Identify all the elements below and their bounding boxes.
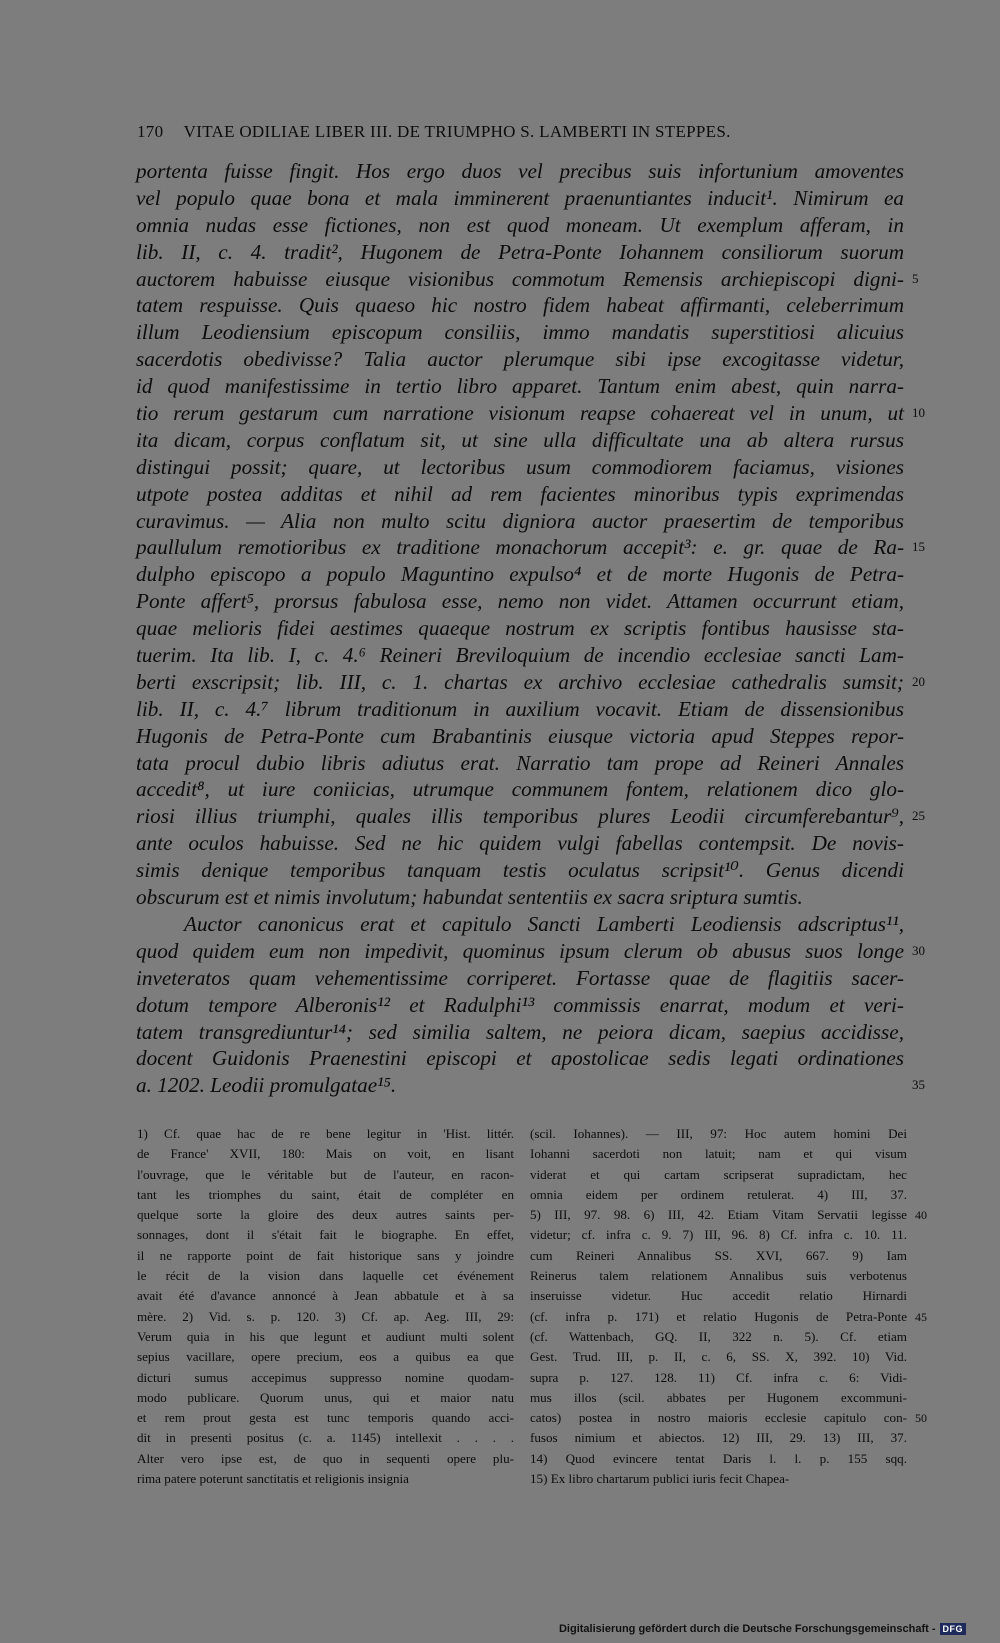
text-line [136,534,925,561]
text-line-content: lib. II, c. 4. tradit², Hugonem de Petra-Ponte Iohannem consiliorum suorum [136,239,904,264]
footnote-line: Alter vero ipse est, de quo in sequenti opere plu- [137,1450,514,1466]
footnote-line [530,1266,907,1286]
text-line [136,239,904,266]
footnote-line [530,1205,927,1225]
text-line-content: tio rerum gestarum cum narratione visionum reapse cohaereat vel in unum, ut [136,401,904,426]
text-line [136,723,904,750]
footnote-line-content: cum Reineri Annalibus SS. XVI, 667. 9) Iam [530,1247,907,1263]
footnote-line [530,1449,907,1469]
text-line-content: curavimus. — Alia non multo scitu digniora auctor praesertim de temporibus [136,508,904,533]
footnote-line [530,1225,907,1245]
text-line-content: simis denique temporibus tanquam testis oculatus scripsit¹⁰. Genus dicendi [136,858,904,883]
text-line-content: vel populo quae bona et mala imminerent praenuntiantes inducit¹. Nimirum ea [136,185,904,210]
footnote-line: 1) Cf. quae hac de re bene legitur in 'Hist. littér. [137,1126,514,1141]
footnote-line [530,1307,927,1327]
text-line [136,319,904,346]
footnote-line-content: supra p. 127. 128. 11) Cf. infra c. 6: Vidi- [530,1369,907,1385]
text-line [136,508,904,535]
text-line [136,212,904,239]
footnote-line: de France' XVII, 180: Mais on voit, en lisant [137,1146,514,1162]
footer-credit [559,1623,966,1635]
text-line-content: dotum tempore Alberonis¹² et Radulphi¹³ commissis enarrat, modum et veri- [136,992,904,1017]
text-line [136,1072,925,1099]
footnote-line: dit in presenti positus (c. a. 1145) intellexit . . . . [137,1430,514,1446]
line-number: 10 [912,405,925,421]
text-line [136,965,904,992]
footnote-line: le récit de la vision dans laquelle cet événement [137,1268,514,1284]
text-line-content: auctorem habuisse eiusque visionibus commotum Remensis archiepiscopi digni- [136,266,904,291]
page-number: 170 [137,122,164,141]
footnote-line [530,1428,907,1448]
footnote-line [530,1144,907,1164]
text-line [136,884,904,911]
text-line-content: inveteratos quam vehementissime corriperet. Fortasse quae de flagitiis sacer- [136,965,904,990]
footnote-line: il ne rapporte point de fait historique sans y joindre [137,1247,514,1263]
footnote-line [530,1286,907,1306]
text-line [136,857,904,884]
line-number: 45 [915,1309,927,1324]
text-line-content: accedit⁸, ut iure coniicias, utrumque communem fontem, relationem dico glo- [136,777,904,802]
text-line-content: quae melioris fidei aestimes quaeque nostrum ex scriptis fontibus hausisse sta- [136,616,904,641]
footnote-line-content: 14) Quod evincere tentat Daris l. l. p. 155 sqq. [530,1450,907,1466]
footnote-line: rima patere poterunt sanctitatis et religionis insignia [137,1471,409,1487]
text-line-content: ita dicam, corpus conflatum sit, ut sine ulla difficultate una ab altera rursus [136,427,904,452]
line-number: 35 [912,1077,925,1093]
footnote-line [530,1368,907,1388]
text-line-content: a. 1202. Leodii promulgatae¹⁵. [136,1073,397,1098]
text-line [136,561,904,588]
footnote-line-content: Gest. Trud. III, p. II, c. 6, SS. X, 392. 10) Vid. [530,1349,907,1365]
line-number: 50 [915,1411,927,1426]
footer-credit-text: Digitalisierung gefördert durch die Deutsche Forschungsgemeinschaft - [558,1623,936,1635]
text-line-content: illum Leodiensium episcopum consiliis, immo mandatis superstitiosi alicuius [136,320,904,345]
text-line-content: docent Guidonis Praenestini episcopi et apostolicae sedis legati ordinationes [136,1046,904,1071]
text-line-content: Ponte affert⁵, prorsus fabulosa esse, nemo non videt. Attamen occurrunt etiam, [136,589,904,614]
footnote-line [530,1246,907,1266]
footnote-line-content: fusos nimium et abiectos. 12) III, 29. 13) III, 37. [530,1430,907,1446]
text-line [136,830,904,857]
text-line [136,400,925,427]
text-line-content: ante oculos habuisse. Sed ne hic quidem vulgi fabellas contempsit. De novis- [136,831,904,856]
dfg-logo: DFG [940,1623,967,1635]
text-line [136,992,904,1019]
footnote-line: modo publicare. Quorum unus, qui et maior natu [137,1389,514,1405]
footnote-line [530,1124,907,1144]
footnote-line: quelque sorte la gloire des deux autres saints per- [137,1207,514,1223]
footnote-line: sepius vacillare, opere precium, eos a quibus ea que [137,1349,514,1365]
text-line [136,481,904,508]
footnote-line-content: Reinerus talem relationem Annalibus suis verbotenus [530,1268,907,1284]
footnote-line-content: (scil. Iohannes). — III, 97: Hoc autem homini Dei [530,1126,907,1141]
footnotes-left-column [137,1124,514,1489]
text-line-content: Auctor canonicus erat et capitulo Sancti Lamberti Leodiensis adscriptus¹¹, [184,911,904,936]
text-line [136,938,925,965]
footnote-line [530,1469,907,1489]
footnote-line-content: inseruisse videtur. Huc accedit relatio Hirnardi [530,1288,907,1304]
text-line-content: tuerim. Ita lib. I, c. 4.⁶ Reineri Breviloquium de incendio ecclesiae sancti Lam- [136,643,904,668]
text-line [136,266,919,293]
footnote-line-content: viderat et qui cartam scripserat supradictam, hec [530,1166,907,1182]
text-line-content: tatem respuisse. Quis quaeso hic nostro fidem habeat affirmanti, celeberrimum [136,293,904,318]
text-line [136,750,904,777]
footnotes-right-column [530,1124,927,1489]
text-line [136,588,904,615]
footnote-line [530,1347,907,1367]
text-line [136,346,904,373]
text-line-content: Hugonis de Petra-Ponte cum Brabantinis eiusque victoria apud Steppes repor- [136,723,904,748]
line-number: 25 [912,808,925,824]
text-line-content: dulpho episcopo a populo Maguntino expulso⁴ et de morte Hugonis de Petra- [136,562,904,587]
footnote-line: dicturi sumus accepimus suppresso nomine quodam- [137,1369,514,1385]
text-line-content: lib. II, c. 4.⁷ librum traditionum in auxilium vocavit. Etiam de dissensionibus [136,696,904,721]
footnote-line [530,1408,927,1428]
text-line-content: quod quidem eum non impedivit, quominus ipsum clerum ob abusus suos longe [136,938,904,963]
footnote-line-content: Iohanni sacerdoti non latuit; nam et qui visum [530,1146,907,1162]
footnote-line-content: (cf. infra p. 171) et relatio Hugonis de Petra-Ponte [530,1308,907,1324]
footnote-line [530,1165,907,1185]
footnote-line-content: omnia eidem per ordinem retulerat. 4) III, 37. [530,1186,907,1202]
text-line [136,776,904,803]
footnote-line [530,1388,907,1408]
text-line [136,642,904,669]
footnote-line: tant les triomphes du saint, était de compléter en [137,1186,514,1202]
footnote-line: Verum quia in his que legunt et audiunt multi solent [137,1328,514,1344]
footnote-line [530,1185,907,1205]
text-line [136,158,904,185]
text-line [136,911,904,938]
text-line-content: utpote postea additas et nihil ad rem facientes minoribus typis exprimendas [136,481,904,506]
footnote-line: mère. 2) Vid. s. p. 120. 3) Cf. ap. Aeg. III, 29: [137,1308,514,1324]
footnote-line: et rem prout gesta est tunc temporis quando acci- [137,1410,514,1426]
text-line [136,427,904,454]
running-title: VITAE ODILIAE LIBER III. DE TRIUMPHO S. LAMBERTI IN STEPPES. [183,122,731,141]
line-number: 5 [912,270,919,286]
text-line-content: portenta fuisse fingit. Hos ergo duos vel precibus suis infortunium amoventes [136,159,904,183]
text-line-content: omnia nudas esse fictiones, non est quod moneam. Ut exemplum afferam, in [136,212,904,237]
text-line [136,1045,904,1072]
text-line-content: paullulum remotioribus ex traditione monachorum accepit³: e. gr. quae de Ra- [136,535,904,560]
main-text [136,158,925,1099]
text-line [136,185,904,212]
text-line-content: tatem transgrediuntur¹⁴; sed similia saltem, ne peiora dicam, saepius accidisse, [136,1019,904,1044]
text-line [136,696,904,723]
text-line-content: tata procul dubio libris adiutus erat. Narratio tam prope ad Reineri Annales [136,750,904,775]
footnote-line-content: 15) Ex libro chartarum publici iuris fecit Chapea- [530,1471,790,1487]
line-number: 40 [915,1208,927,1223]
line-number: 20 [912,673,925,689]
footnote-line-content: mus illos (scil. abbates per Hugonem excommuni- [530,1389,907,1405]
text-line [136,669,925,696]
text-line-content: berti exscripsit; lib. III, c. 1. chartas ex archivo ecclesiae cathedralis sumsit; [136,669,904,694]
footnote-line-content: videtur; cf. infra c. 9. 7) III, 96. 8) Cf. infra c. 10. 11. [530,1227,907,1243]
text-line-content: obscurum est et nimis involutum; habundat sententiis ex sacra sriptura sumtis. [136,885,803,910]
text-line [136,454,904,481]
text-line-content: distingui possit; quare, ut lectoribus usum commodiorem faciamus, visiones [136,454,904,479]
footnote-line-content: (cf. Wattenbach, GQ. II, 322 n. 5). Cf. etiam [530,1328,907,1344]
text-line [136,803,925,830]
text-line [136,615,904,642]
text-line-content: riosi illius triumphi, quales illis temporibus plures Leodii circumferebantur⁹, [136,804,904,829]
footnote-line: sonnages, dont il s'était fait le biographe. En effet, [137,1227,514,1243]
text-line-content: id quod manifestissime in tertio libro apparet. Tantum enim abest, quin narra- [136,374,904,399]
footnote-line: l'ouvrage, que le véritable but de l'auteur, en racon- [137,1166,514,1182]
text-line-content: sacerdotis obedivisse? Talia auctor plerumque sibi ipse excogitasse videtur, [136,347,904,372]
line-number: 30 [912,942,925,958]
text-line [136,292,904,319]
footnote-line: avait été d'avance annoncé à Jean abbatule et à sa [137,1288,514,1304]
text-line [136,1019,904,1046]
footnote-line [530,1327,907,1347]
footnote-line-content: 5) III, 97. 98. 6) III, 42. Etiam Vitam Servatii legisse [530,1207,907,1223]
footnote-line-content: catos) postea in nostro maioris ecclesie capitulo con- [530,1410,907,1426]
page-header [137,122,877,142]
text-line [136,373,904,400]
line-number: 15 [912,539,925,555]
